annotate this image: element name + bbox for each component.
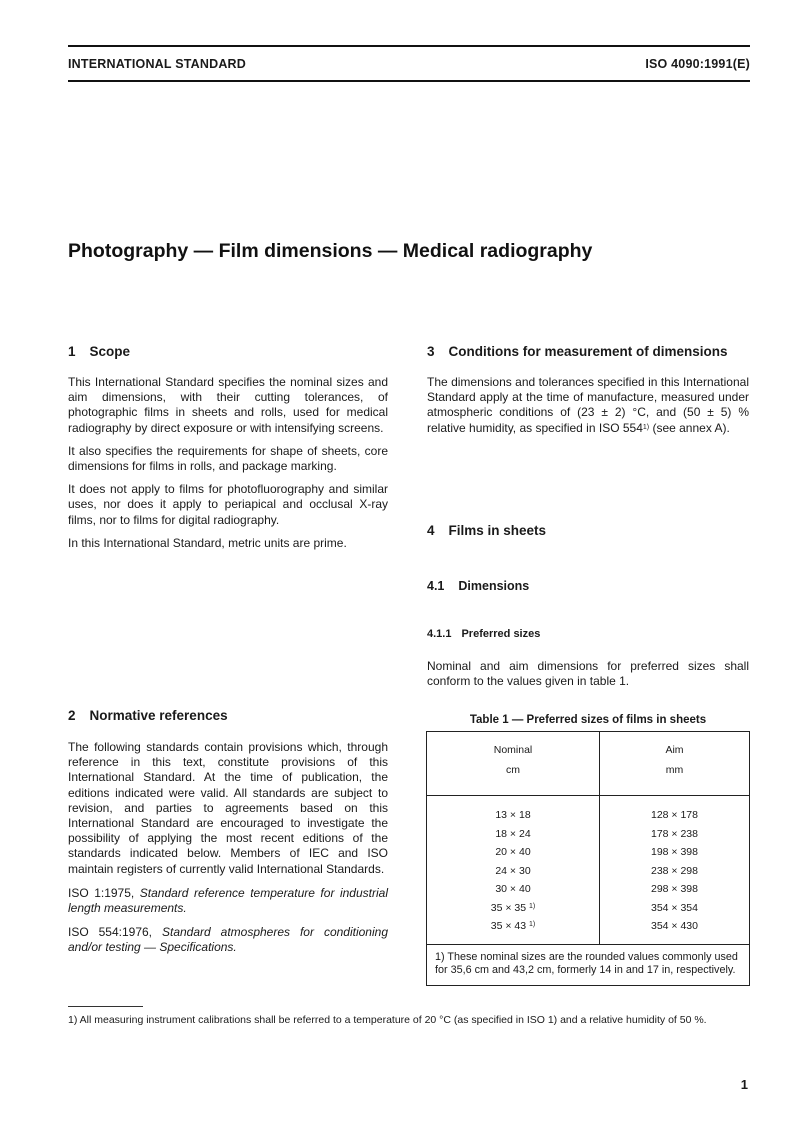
- table-cell: 20 × 40: [495, 846, 531, 858]
- scope-paragraph: In this International Standard, metric units are prime.: [68, 535, 347, 550]
- scope-paragraph: It does not apply to films for photofluorography and similar uses, nor does it apply to periapical and occlusal X-ray films, nor to films for digital radiography.: [68, 482, 388, 527]
- table-cell: 354 × 354: [650, 901, 698, 914]
- section-conditions: [427, 342, 749, 436]
- preferred-sizes-heading: 4.1.1 Preferred sizes: [427, 628, 541, 640]
- footnote-marker: 1): [642, 423, 650, 431]
- preferred-sizes-table: [426, 731, 750, 986]
- scope-heading: 1 Scope: [68, 344, 131, 359]
- page-title: Photography — Film dimensions — Medical radiography: [68, 240, 593, 262]
- table-cell: 35 × 35 $^{1)}$: [490, 901, 536, 914]
- reference-iso554: ISO 554:1976, Standard atmospheres for conditioning and/or testing — Specifications.: [68, 925, 388, 955]
- table-cell: 238 × 298: [650, 864, 698, 877]
- conditions-paragraph: The dimensions and tolerances specified in this International Standard apply at the time of manufacture, measured under atmospheric conditions of (23 ± 2) °C, and (50 ± 5) % relative humidity, as specified in ISO 554$^{1)}$ (see annex A).: [427, 375, 749, 435]
- conditions-heading: 3 Conditions for measurement of dimensions: [427, 344, 728, 359]
- table-cell: 13 × 18: [495, 809, 531, 821]
- top-rule: [68, 45, 750, 47]
- table-cell: 24 × 30: [495, 864, 531, 877]
- footnote-marker: 1): [529, 902, 536, 910]
- table-cell: 178 × 238: [650, 827, 698, 840]
- table-header-row: [427, 732, 750, 796]
- footnote-marker: 1): [529, 921, 536, 928]
- table-cell: 198 × 398: [650, 846, 698, 858]
- preferred-sizes-paragraph: Nominal and aim dimensions for preferred sizes shall conform to the values given in table 1.: [427, 659, 749, 689]
- aim-values: [600, 796, 750, 945]
- normative-heading: 2 Normative references: [68, 708, 228, 723]
- dimensions-heading: 4.1 Dimensions: [427, 579, 530, 593]
- table-footnote: 1) These nominal sizes are the rounded values commonly used for 35,6 cm and 43,2 cm, formerly 14 in and 17 in, respectively.: [427, 944, 750, 985]
- header-bottom-rule: [68, 80, 750, 82]
- table-footnote-row: [427, 944, 750, 985]
- nominal-column-header: Nominal cm: [427, 732, 600, 796]
- table-body: [427, 796, 750, 945]
- nominal-values: [427, 796, 600, 945]
- table-caption: Table 1 — Preferred sizes of films in sheets: [469, 714, 707, 726]
- reference-iso1: ISO 1:1975, Standard reference temperature for industrial length measurements.: [68, 885, 388, 916]
- table-cell: 30 × 40: [495, 883, 531, 895]
- films-in-sheets-heading: 4 Films in sheets: [427, 523, 547, 538]
- table-cell: 18 × 24: [495, 827, 531, 840]
- section-normative-references: [68, 706, 388, 956]
- scope-paragraph: This International Standard specifies the nominal sizes and aim dimensions, with their cutting tolerances, of photographic films in sheets and rolls, used for medical radiography by direct exposure or with intensifying screens.: [68, 375, 388, 435]
- table-cell: 354 × 430: [650, 920, 698, 932]
- normative-paragraph: The following standards contain provisions which, through reference in this text, constitute provisions of this International Standard. At the time of publication, the editions indicated were valid. All standards are subject to revision, and parties to agreements based on this International Standard are encouraged to investigate the possibility of applying the most recent editions of the standards indicated below. Members of IEC and ISO maintain registers of currently valid International Standards.: [68, 740, 388, 876]
- table-cell: 128 × 178: [650, 809, 698, 821]
- table-cell: 298 × 398: [650, 883, 698, 895]
- scope-paragraph: It also specifies the requirements for shape of sheets, core dimensions for films in rolls, and package marking.: [68, 443, 388, 474]
- page-number: 1: [740, 1077, 748, 1092]
- section-scope: [68, 342, 388, 551]
- header-label: INTERNATIONAL STANDARD: [68, 57, 247, 71]
- aim-column-header: Aim mm: [600, 732, 750, 796]
- standard-number: ISO 4090:1991(E): [645, 57, 750, 71]
- page-footnote: 1) All measuring instrument calibrations shall be referred to a temperature of 20 °C (as specified in ISO 1) and a relative humidity of 50 %.: [68, 1014, 707, 1026]
- table-cell: 35 × 43 $^{1)}$: [490, 920, 536, 932]
- footnote-rule: [68, 1006, 143, 1007]
